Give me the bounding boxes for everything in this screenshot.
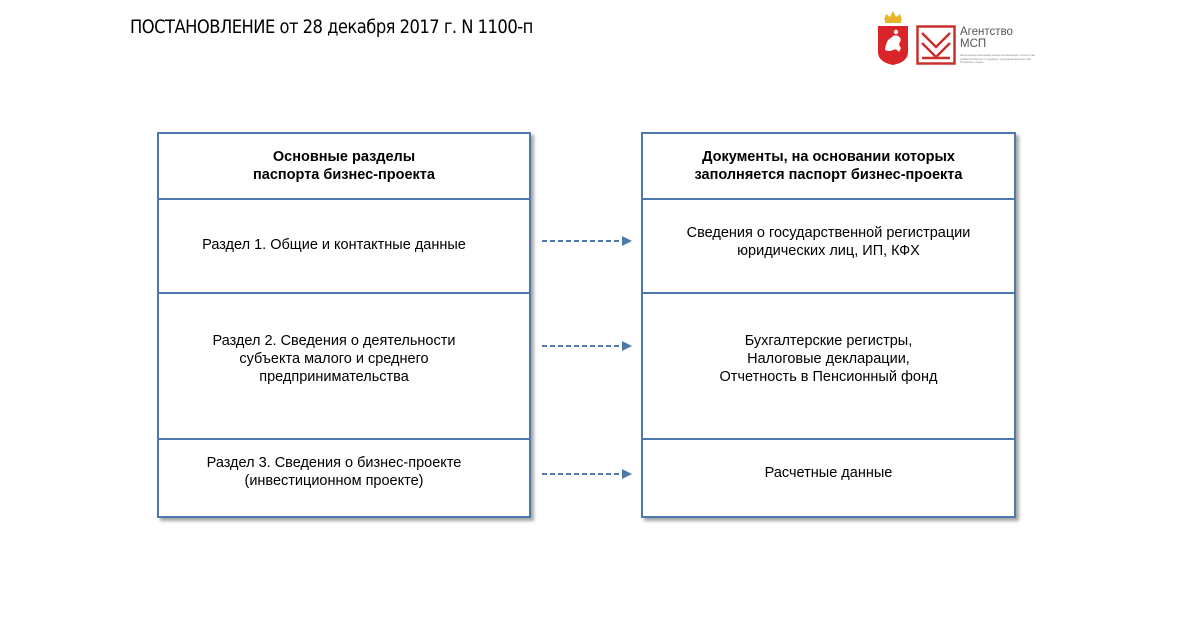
right-row-3: Расчетные данные [643,438,1014,518]
agency-subtitle: автономная некоммерческая организация «Агентство развития малого и среднего предпринимательства Пермского края» [960,53,1036,64]
right-column-header: Документы, на основании которых заполняется паспорт бизнес-проекта [694,149,963,183]
right-column-table [641,132,1016,518]
left-column-header: Основные разделы паспорта бизнес-проекта [253,149,435,183]
left-row-1: Раздел 1. Общие и контактные данные [159,198,529,292]
right-row-2: Бухгалтерские регистры, Налоговые декларации, Отчетность в Пенсионный фонд [643,292,1014,438]
page-title: ПОСТАНОВЛЕНИЕ от 28 декабря 2017 г. N 1100-п [130,16,533,38]
dashed-arrow-icon [540,468,636,480]
perm-region-emblem-icon [876,8,910,66]
right-row-1: Сведения о государственной регистрации юридических лиц, ИП, КФХ [643,198,1014,292]
left-row-2: Раздел 2. Сведения о деятельности субъекта малого и среднего предпринимательства [159,292,529,438]
dashed-arrow-icon [540,340,636,352]
left-row-3: Раздел 3. Сведения о бизнес-проекте (инвестиционном проекте) [159,438,529,518]
agency-msp-logo-icon [916,25,956,65]
agency-name-label: Агентство МСП [960,26,1013,50]
left-column-table [157,132,531,518]
dashed-arrow-icon [540,235,636,247]
header-logos [876,8,1046,68]
